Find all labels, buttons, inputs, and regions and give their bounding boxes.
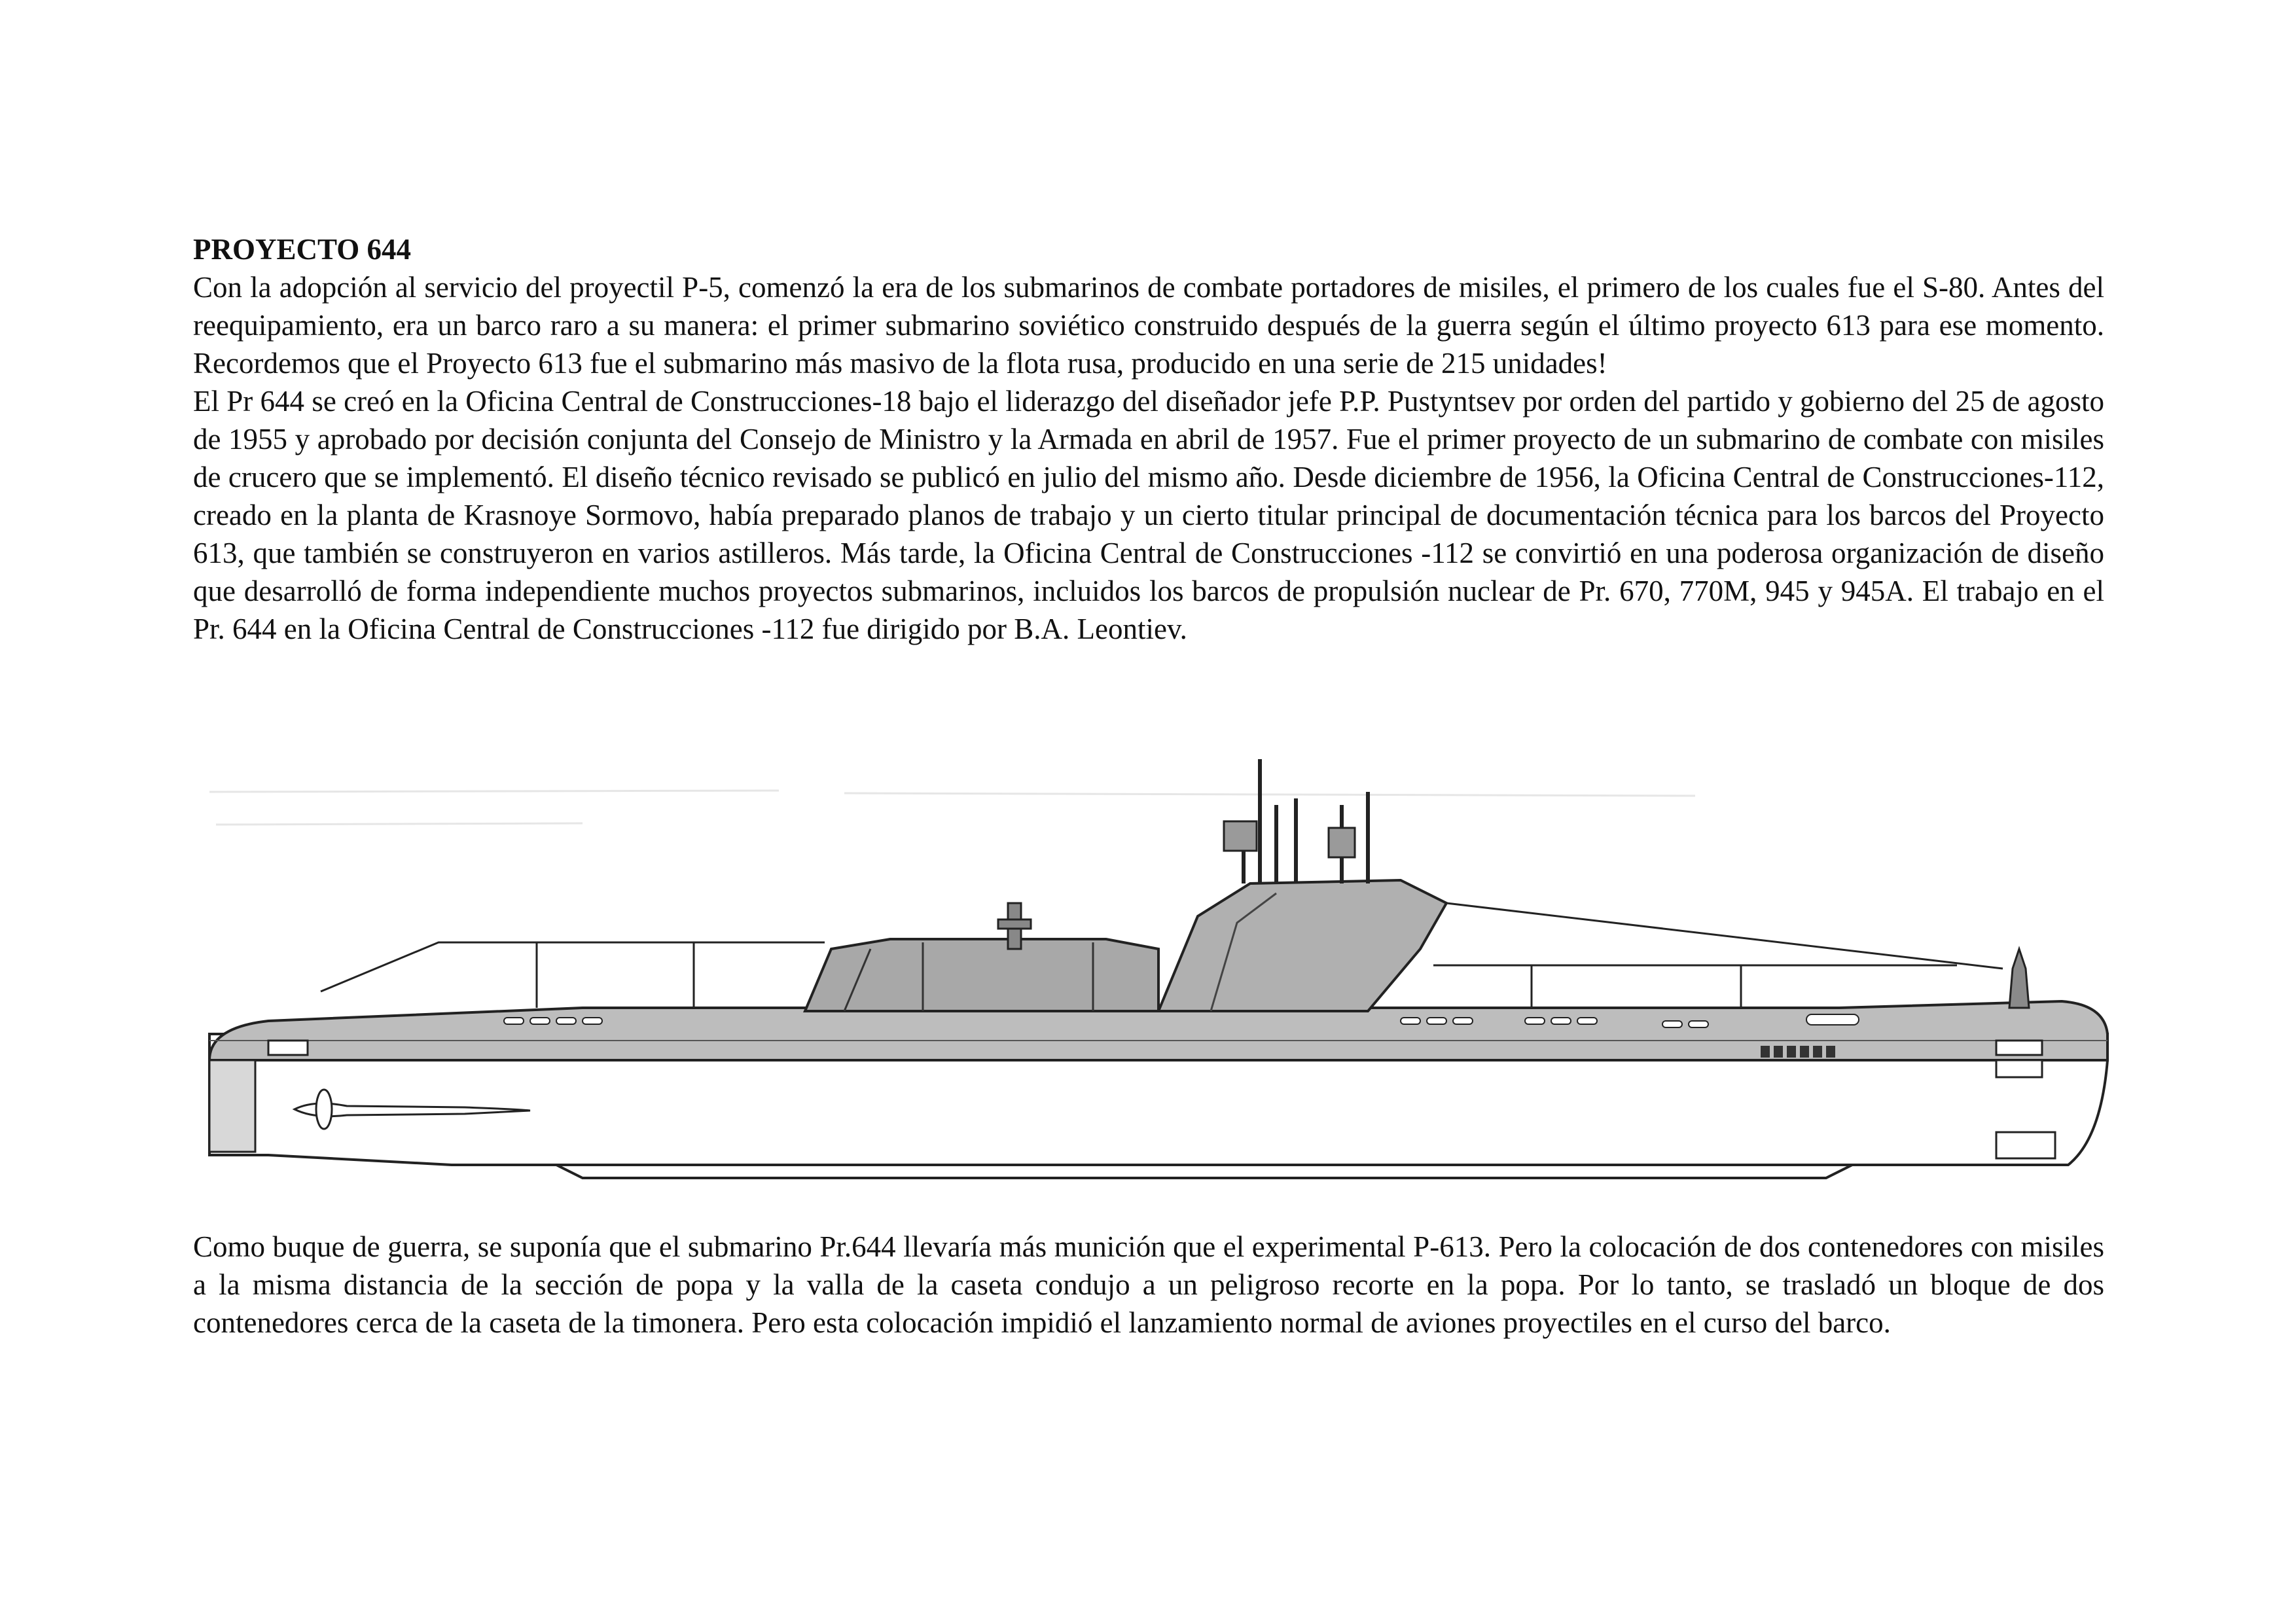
document-title: PROYECTO 644 — [193, 233, 411, 266]
missile-container — [805, 939, 1158, 1011]
paragraph-history: El Pr 644 se creó en la Oficina Central de Construcciones-18 bajo el liderazgo del diseñador jefe P.P. Pustyntsev por orden del partido y gobierno del 25 de agosto de 1955 y aprobado por decisión conjunta del Consejo de Ministro y la Armada en abril de 1957. Fue el primer proyecto de un submarino de combate con misiles de crucero que se implementó. El diseño técnico revisado se publicó en julio del mismo año. Desde diciembre de 1956, la Oficina Central de Construcciones-112, creado en la planta de Krasnoye Sormovo, había preparado planos de trabajo y un cierto titular principal de documentación técnica para los barcos del Proyecto 613, que también se construyeron en varios astilleros. Más tarde, la Oficina Central de Construcciones -112 se convirtió en una poderosa organización de diseño que desarrolló de forma independiente muchos proyectos submarinos, incluidos los barcos de propulsión nuclear de Pr. 670, 770M, 945 y 945A. El trabajo en el Pr. 644 en la Oficina Central de Construcciones -112 fue dirigido por B.A. Leontiev. — [193, 385, 2104, 645]
masts — [1244, 759, 1368, 883]
bottom-text-block — [193, 1228, 2104, 1342]
paragraph-intro: Con la adopción al servicio del proyectil P-5, comenzó la era de los submarinos de combate portadores de misiles, el primero de los cuales fue el S-80. Antes del reequipamiento, era un barco raro a su manera: el primer submarino soviético construido después de la guerra según el último proyecto 613 para ese momento. Recordemos que el Proyecto 613 fue el submarino más masivo de la flota rusa, producido en una serie de 215 unidades! — [193, 271, 2104, 380]
submarine-drawing — [190, 753, 2114, 1198]
keel — [556, 1165, 1852, 1178]
stern-rudder — [209, 1060, 255, 1152]
rails-and-wires — [321, 903, 2003, 1008]
paragraph-warship: Como buque de guerra, se suponía que el submarino Pr.644 llevaría más munición que el experimental P-613. Pero la colocación de dos contenedores con misiles a la misma distancia de la sección de popa y la valla de la caseta condujo a un peligroso recorte en la popa. Por lo tanto, se trasladó un bloque de dos contenedores cerca de la caseta de la timonera. Pero esta colocación impidió el lanzamiento normal de aviones proyectiles en el curso del barco. — [193, 1230, 2104, 1339]
conning-tower — [1158, 880, 1446, 1011]
top-text-block — [193, 230, 2104, 648]
scan-artifacts — [209, 791, 1695, 825]
bow-fitting — [2009, 949, 2029, 1008]
